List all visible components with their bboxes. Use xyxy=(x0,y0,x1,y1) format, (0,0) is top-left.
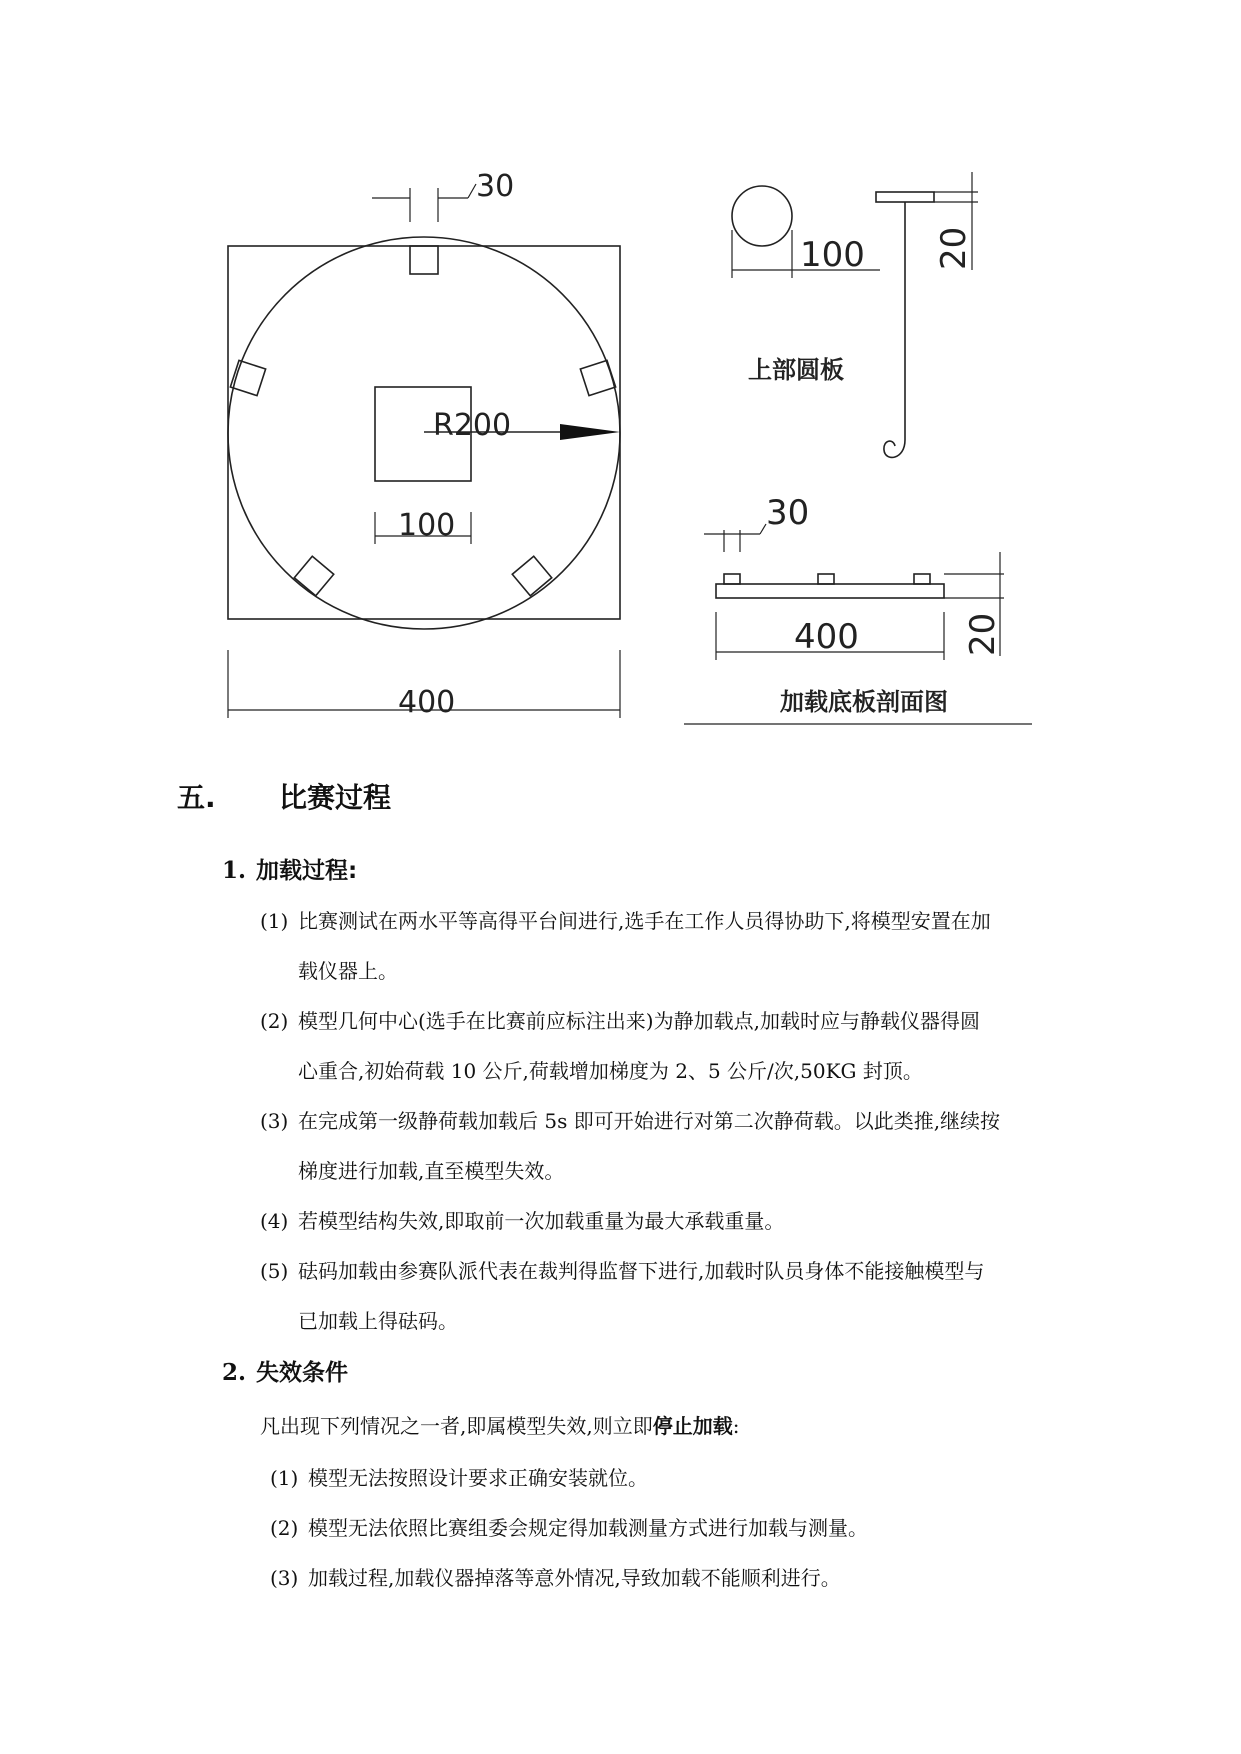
failure-item-1: (1) 模型无法按照设计要求正确安装就位。 xyxy=(270,1466,648,1490)
subsection-2-title: 失效条件 xyxy=(256,1360,348,1386)
section-number: 五. xyxy=(177,781,216,814)
failure-item-3: (3) 加载过程,加载仪器掉落等意外情况,导致加载不能顺利进行。 xyxy=(270,1566,841,1590)
subsection-1-number: 1. xyxy=(222,857,247,884)
subsection-2-number: 2. xyxy=(222,1359,247,1386)
pad-bottom-left xyxy=(294,556,333,595)
section-pad-label: 30 xyxy=(766,493,810,533)
loading-item-4: (4) 若模型结构失效,即取前一次加载重量为最大承载重量。 xyxy=(260,1209,785,1233)
stop-loading-emphasis: 停止加载 xyxy=(652,1414,733,1438)
failure-intro: 凡出现下列情况之一者,即属模型失效,则立即停止加载: xyxy=(260,1414,740,1438)
loading-item-1: (1) 比赛测试在两水平等高得平台间进行,选手在工作人员得协助下,将模型安置在加 载仪器上。 xyxy=(260,909,991,983)
section-heading xyxy=(177,776,391,816)
loading-item-2: (2) 模型几何中心(选手在比赛前应标注出来)为静加载点,加载时应与静载仪器得圆 心重合,初始荷载 10 公斤,荷载增加梯度为 2、5 公斤/次,50KG 封顶。 xyxy=(260,1009,980,1083)
subsection-1-heading xyxy=(222,852,357,885)
engineering-drawing xyxy=(0,0,1241,760)
top-plate-view xyxy=(732,172,978,457)
section-overall-label: 400 xyxy=(794,617,859,657)
failure-item-2: (2) 模型无法依照比赛组委会规定得加载测量方式进行加载与测量。 xyxy=(270,1516,868,1540)
section-title: 比赛过程 xyxy=(279,781,392,814)
overall-width-label: 400 xyxy=(398,685,456,720)
loading-item-3: (3) 在完成第一级静荷载加载后 5s 即可开始进行对第二次静荷载。以此类推,继续按 梯度进行加载,直至模型失效。 xyxy=(260,1109,1001,1183)
top-plate-diameter-label: 100 xyxy=(800,235,865,275)
pad-width-label: 30 xyxy=(476,169,515,204)
top-plate-thickness-label: 20 xyxy=(934,226,974,270)
section-view xyxy=(684,493,1032,724)
pad-top xyxy=(410,246,438,274)
section-caption: 加载底板剖面图 xyxy=(780,688,948,716)
subsection-1-title: 加载过程: xyxy=(256,858,358,884)
pad-right xyxy=(580,360,615,395)
loading-item-5: (5) 砝码加载由参赛队派代表在裁判得监督下进行,加载时队员身体不能接触模型与 已加载上得砝码。 xyxy=(260,1259,985,1333)
plan-view xyxy=(228,169,620,720)
radius-label: R200 xyxy=(433,408,512,443)
section-thickness-label: 20 xyxy=(963,612,1003,656)
top-plate-caption: 上部圆板 xyxy=(748,356,844,384)
square-size-label: 100 xyxy=(398,508,456,543)
pad-bottom-right xyxy=(512,556,551,595)
subsection-2-heading xyxy=(222,1354,348,1387)
radius-arrowhead xyxy=(560,424,620,440)
